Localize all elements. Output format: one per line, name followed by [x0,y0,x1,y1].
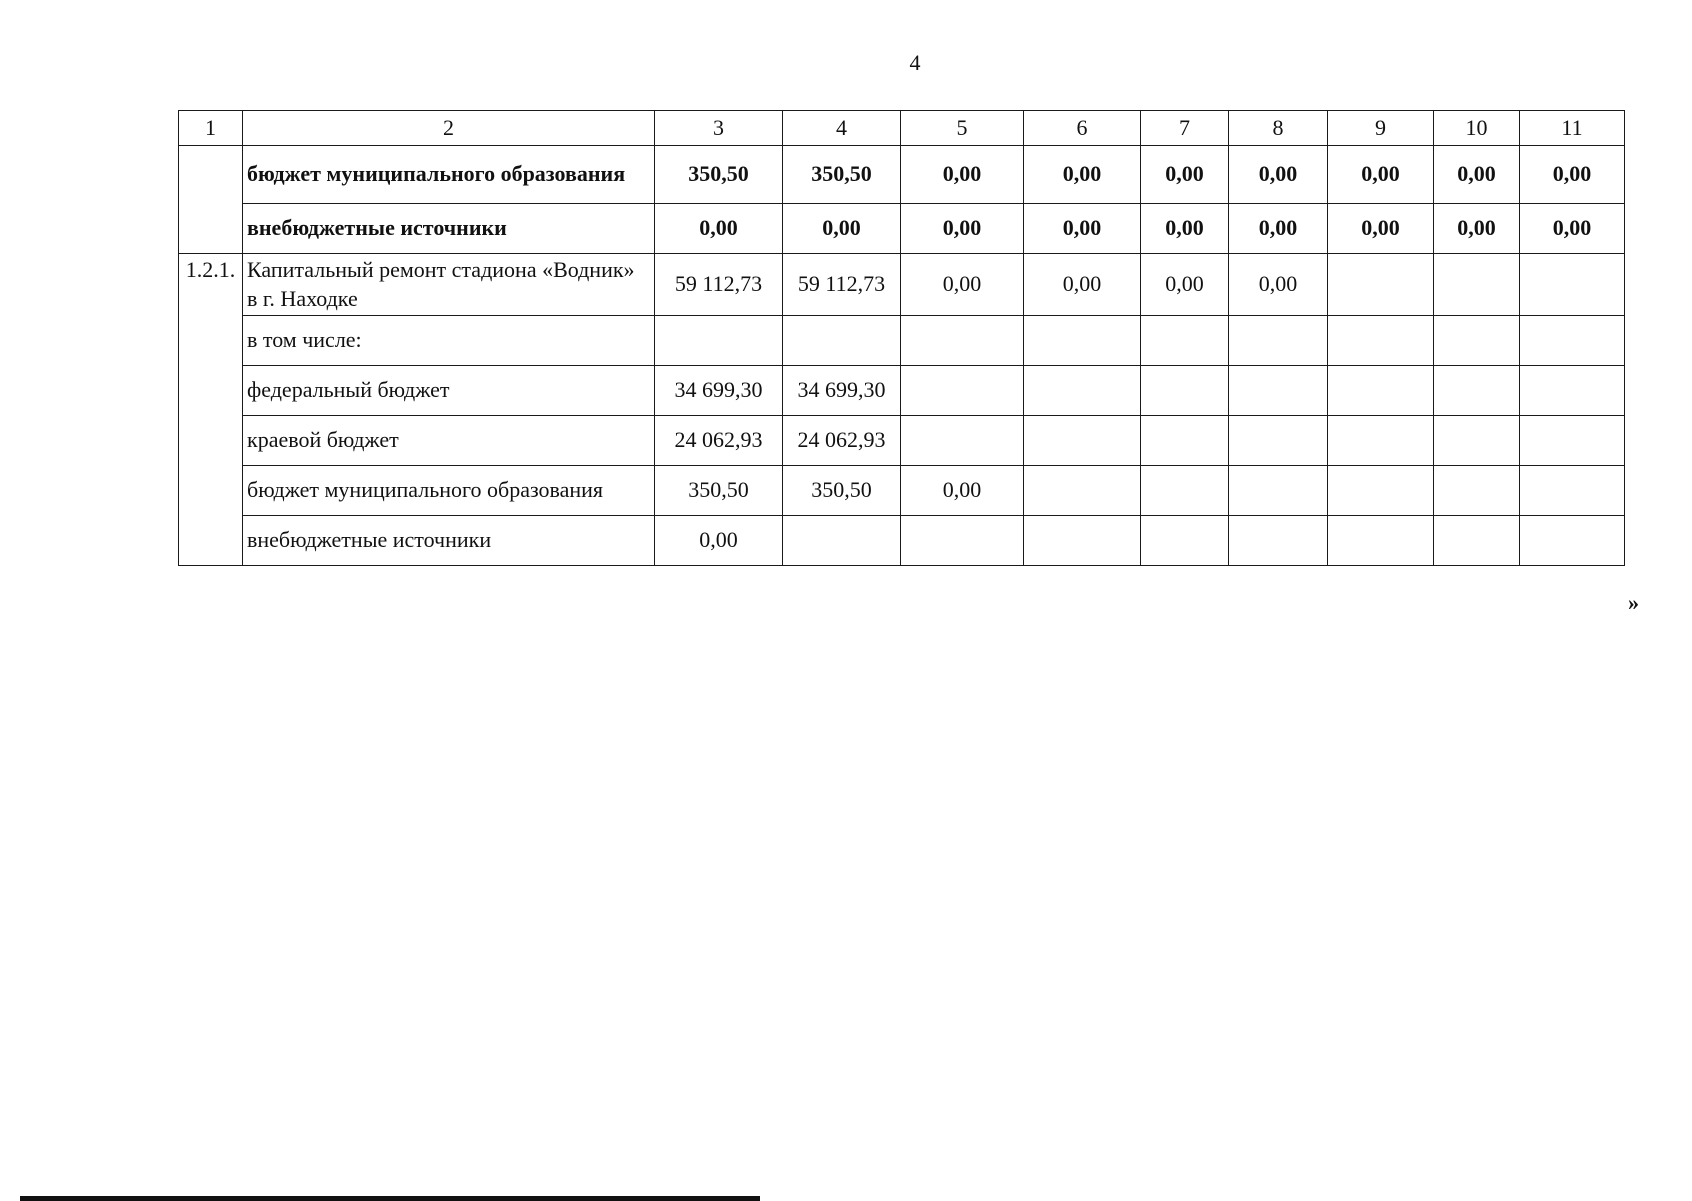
row-label: в том числе: [243,316,655,366]
table-row [179,204,1625,254]
value-cell: 0,00 [783,204,901,254]
value-cell [1520,516,1625,566]
bottom-rule [20,1196,760,1201]
header-cell: 2 [243,111,655,146]
header-cell: 5 [901,111,1024,146]
value-cell [1328,416,1434,466]
value-cell [1141,416,1229,466]
value-cell: 0,00 [1141,204,1229,254]
table-row [179,516,1625,566]
value-cell: 0,00 [901,204,1024,254]
table-body [179,111,1625,566]
value-cell [1328,516,1434,566]
value-cell [1141,516,1229,566]
value-cell [1434,316,1520,366]
value-cell: 350,50 [655,466,783,516]
value-cell: 59 112,73 [655,254,783,316]
value-cell [1328,466,1434,516]
value-cell: 0,00 [1434,204,1520,254]
value-cell: 0,00 [655,204,783,254]
row-index-cell: 1.2.1. [179,254,243,566]
value-cell: 0,00 [1229,254,1328,316]
row-label: внебюджетные источники [243,516,655,566]
value-cell [901,516,1024,566]
value-cell [901,366,1024,416]
value-cell: 34 699,30 [783,366,901,416]
value-cell [1434,416,1520,466]
value-cell [1434,516,1520,566]
value-cell [1434,254,1520,316]
value-cell [783,516,901,566]
value-cell: 0,00 [1024,204,1141,254]
header-cell: 9 [1328,111,1434,146]
value-cell: 0,00 [1229,146,1328,204]
table-row [179,146,1625,204]
table-row [179,254,1625,316]
header-cell: 7 [1141,111,1229,146]
value-cell [1141,466,1229,516]
row-label: Капитальный ремонт стадиона «Водник» в г. Находке [243,254,655,316]
value-cell: 350,50 [783,466,901,516]
header-row [179,111,1625,146]
value-cell [1520,416,1625,466]
header-cell: 1 [179,111,243,146]
row-label: внебюджетные источники [243,204,655,254]
value-cell [1520,254,1625,316]
value-cell [1024,516,1141,566]
header-cell: 10 [1434,111,1520,146]
value-cell: 0,00 [901,146,1024,204]
value-cell [1520,466,1625,516]
value-cell [1229,366,1328,416]
value-cell: 0,00 [1229,204,1328,254]
value-cell [1024,466,1141,516]
value-cell [1229,416,1328,466]
value-cell: 0,00 [1328,146,1434,204]
budget-table [178,110,1625,566]
value-cell [1434,366,1520,416]
value-cell [1229,466,1328,516]
value-cell: 0,00 [901,254,1024,316]
value-cell: 0,00 [1434,146,1520,204]
value-cell: 24 062,93 [655,416,783,466]
value-cell: 0,00 [1328,204,1434,254]
header-cell: 4 [783,111,901,146]
value-cell: 0,00 [1141,146,1229,204]
value-cell [1520,366,1625,416]
value-cell: 59 112,73 [783,254,901,316]
header-cell: 8 [1229,111,1328,146]
value-cell: 34 699,30 [655,366,783,416]
value-cell [1024,316,1141,366]
value-cell: 0,00 [1520,204,1625,254]
table-row [179,466,1625,516]
value-cell [1229,516,1328,566]
row-label: краевой бюджет [243,416,655,466]
value-cell [1434,466,1520,516]
row-label: бюджет муниципального образования [243,466,655,516]
value-cell: 0,00 [1024,146,1141,204]
value-cell [1328,254,1434,316]
header-cell: 3 [655,111,783,146]
row-label: федеральный бюджет [243,366,655,416]
value-cell [901,316,1024,366]
row-index-cell [179,146,243,254]
value-cell [1229,316,1328,366]
value-cell [901,416,1024,466]
value-cell: 0,00 [655,516,783,566]
value-cell [1024,416,1141,466]
value-cell [1520,316,1625,366]
value-cell [783,316,901,366]
value-cell [1141,366,1229,416]
value-cell: 350,50 [655,146,783,204]
value-cell: 0,00 [1141,254,1229,316]
value-cell [1141,316,1229,366]
page-number: 4 [909,50,921,75]
value-cell [1328,316,1434,366]
table-row [179,416,1625,466]
value-cell [655,316,783,366]
table-row [179,316,1625,366]
table-row [179,366,1625,416]
header-cell: 6 [1024,111,1141,146]
value-cell: 0,00 [901,466,1024,516]
closing-quote: » [1628,590,1639,615]
row-label: бюджет муниципального образования [243,146,655,204]
value-cell: 0,00 [1520,146,1625,204]
value-cell: 0,00 [1024,254,1141,316]
value-cell: 24 062,93 [783,416,901,466]
value-cell: 350,50 [783,146,901,204]
value-cell [1024,366,1141,416]
value-cell [1328,366,1434,416]
header-cell: 11 [1520,111,1625,146]
